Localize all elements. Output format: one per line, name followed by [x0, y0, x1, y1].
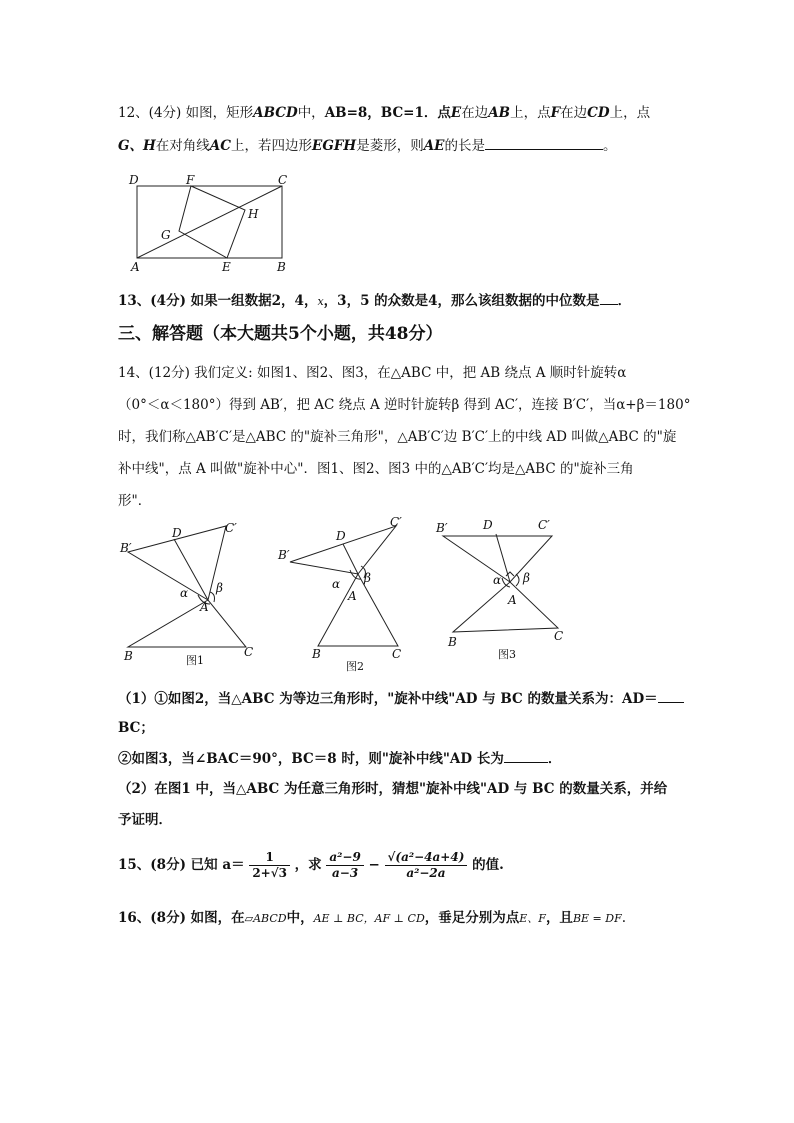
q14-line2: （0°＜α＜180°）得到 AB′，把 AC 绕点 A 逆时针旋转β 得到 AC′，连接 B′C′，当α+β＝180°	[118, 397, 691, 413]
q14-part2-line1: （2）在图1 中，当△ABC 为任意三角形时，猜想"旋补中线"AD 与 BC 的数量关系，并给	[118, 781, 668, 797]
section-heading: 三、解答题（本大题共5个小题，共48分）	[118, 324, 443, 344]
q14-part1-line2: BC；	[118, 720, 154, 736]
caption-fig2: 图2	[346, 660, 364, 673]
q14-line1: 14、(12分) 我们定义: 如图1、图2、图3，在△ABC 中，把 AB 绕点 A 顺时针旋转α	[118, 365, 627, 381]
label-e: E	[222, 260, 231, 274]
caption-fig1: 图1	[186, 654, 204, 667]
label-a: A	[131, 260, 140, 274]
q12-answer-blank[interactable]	[485, 135, 603, 150]
q15-line: 15、(8分) 已知 a＝ $\frac{1}{2+√3}$ ，求 $\frac{\text{a²−9}}{a-3}$ − $\frac{\text{√(a²−4a+4)}}{\text{a²−2a}}$ 的值.	[118, 850, 504, 880]
q14-ad-blank[interactable]	[658, 688, 684, 703]
fig1-label-c: C	[244, 645, 254, 659]
fig1-label-b-prime: B′	[120, 541, 132, 555]
fig2-triangle-abc	[318, 574, 398, 646]
q13-answer-blank[interactable]	[600, 290, 618, 305]
q15-frac-a: $\frac{1}{2+√3}$	[249, 850, 290, 881]
fig1-beta-arc	[210, 592, 215, 602]
fig2-label-c: C	[392, 647, 402, 661]
fig2-label-c-prime: C′	[390, 515, 402, 529]
q14-line5: 形"．	[118, 493, 152, 509]
diagonal-ac	[137, 186, 282, 258]
q16-line: 16、(8分) 如图，在▱ABCD中，AE ⊥ BC，AF ⊥ CD，垂足分别为点E、F，且BE = DF.	[118, 910, 627, 926]
fig1-label-b: B	[124, 649, 133, 663]
q15-frac-c: $\frac{\text{√(a²−4a+4)}}{\text{a²−2a}}$	[385, 850, 468, 881]
label-g: G	[161, 228, 171, 242]
q14-figures	[118, 512, 578, 677]
label-d: D	[129, 173, 139, 187]
fig3-label-c-prime: C′	[538, 518, 550, 532]
fig2-label-d: D	[336, 529, 346, 543]
label-c: C	[278, 173, 288, 187]
fig2-alpha-arc	[350, 570, 361, 579]
label-h: H	[248, 207, 259, 221]
fig3-label-a: A	[508, 593, 517, 607]
fig3-label-beta: β	[523, 571, 530, 585]
caption-fig3: 图3	[498, 648, 516, 661]
q14-part1-line1: （1）①如图2，当△ABC 为等边三角形时，"旋补中线"AD 与 BC 的数量关系为：AD＝	[118, 688, 684, 709]
q12-line2: G、H在对角线AC上，若四边形EGFH是菱形，则AE的长是 。	[118, 135, 616, 156]
fig1-label-beta: β	[216, 581, 223, 595]
q13-line: 13、(4分) 如果一组数据2，4，x，3，5 的众数是4，那么该组数据的中位数是 ．	[118, 290, 631, 312]
figure-2	[290, 526, 398, 646]
fig3-triangle-abc	[453, 582, 558, 632]
q14-line3: 时，我们称△AB′C′是△ABC 的"旋补三角形"，△AB′C′边 B′C′上的中线 AD 叫做△ABC 的"旋	[118, 429, 677, 445]
q14-part1-2: ②如图3，当∠BAC＝90°，BC＝8 时，则"旋补中线"AD 长为 ．	[118, 748, 561, 769]
rhombus-egfh	[179, 186, 245, 258]
fig1-label-a: A	[200, 600, 209, 614]
fig2-label-beta: β	[364, 571, 371, 585]
label-f: F	[186, 173, 195, 187]
fig2-label-b-prime: B′	[278, 548, 290, 562]
fig2-label-a: A	[348, 589, 357, 603]
fig2-label-b: B	[312, 647, 321, 661]
fig3-label-b-prime: B′	[436, 521, 448, 535]
q12-rectangle-figure	[125, 170, 305, 275]
q14-line4: 补中线"，点 A 叫做"旋补中心"．图1、图2、图3 中的△AB′C′均是△ABC 的"旋补三角	[118, 461, 634, 477]
fig2-label-alpha: α	[332, 577, 341, 591]
fig1-label-alpha: α	[180, 586, 189, 600]
fig2-median-ad	[343, 544, 358, 574]
fig1-label-d: D	[172, 526, 182, 540]
q15-frac-b: $\frac{\text{a²−9}}{a-3}$	[326, 850, 363, 881]
fig3-label-b: B	[448, 635, 457, 649]
fig1-label-c-prime: C′	[225, 521, 237, 535]
fig3-beta-arc	[516, 574, 519, 586]
fig3-label-d: D	[483, 518, 493, 532]
q14-part2-line2: 予证明．	[118, 812, 172, 828]
fig1-triangle-abc	[128, 600, 246, 647]
q14-ad-length-blank[interactable]	[504, 748, 548, 763]
fig3-label-c: C	[554, 629, 564, 643]
q12-line1: 12、(4分) 如图，矩形ABCD中，AB=8，BC=1．点E在边AB上，点F在边CD上，点	[118, 105, 651, 121]
label-b: B	[277, 260, 286, 274]
fig3-label-alpha: α	[493, 573, 502, 587]
